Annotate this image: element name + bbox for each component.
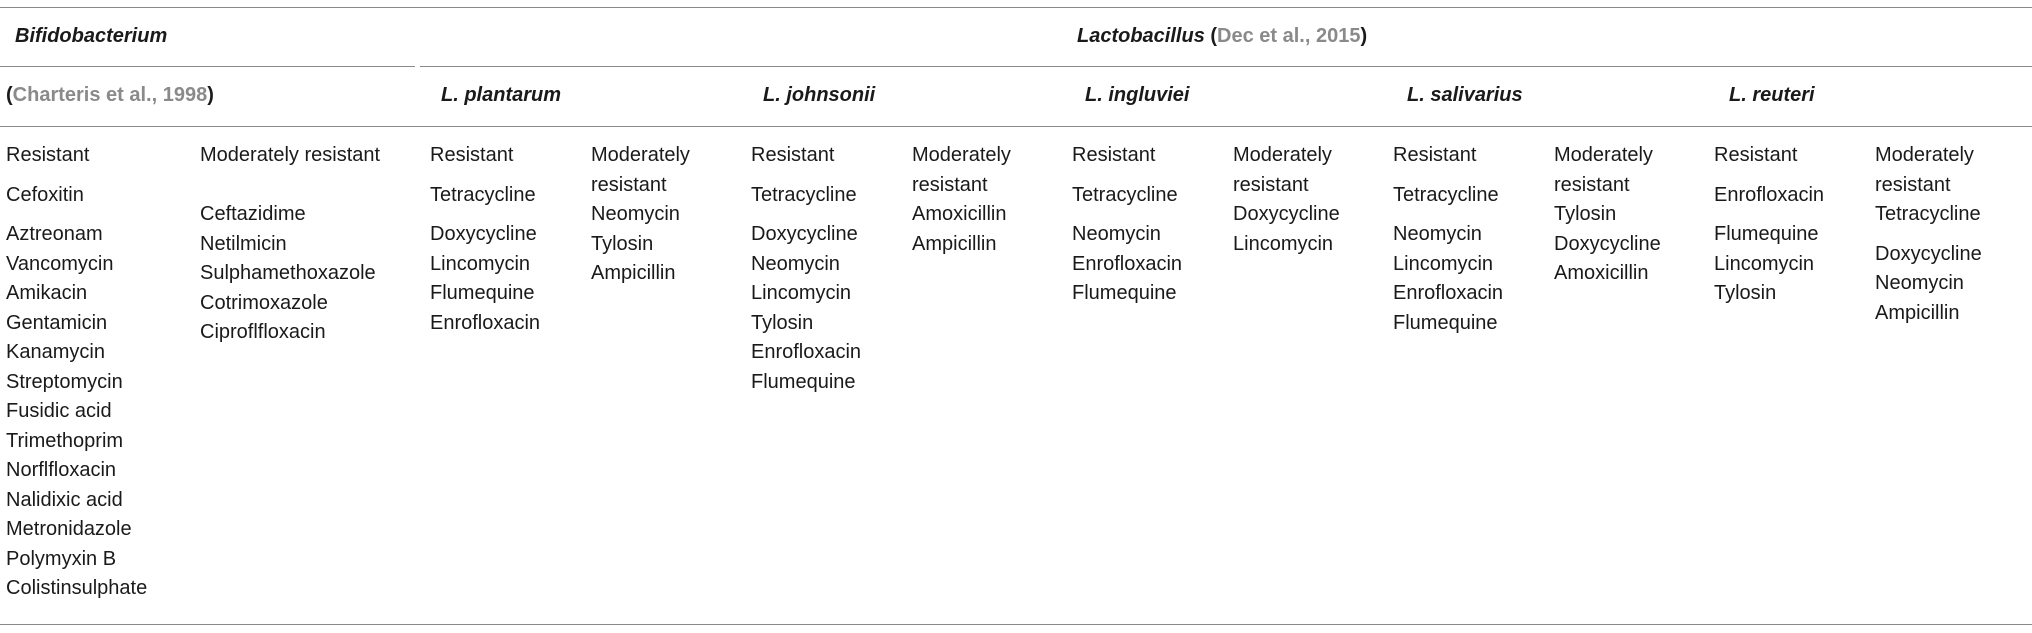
list-item: Nalidixic acid	[6, 488, 123, 511]
table-top-rule	[0, 7, 2032, 8]
list-item: Neomycin	[1393, 223, 1482, 245]
list-item: Enrofloxacin	[1072, 252, 1183, 275]
list-item: Amoxicillin	[912, 203, 1007, 225]
col-salivarius-moderate	[1554, 141, 1661, 289]
list-item: Tylosin	[591, 232, 654, 255]
list-item: Ampicillin	[912, 232, 997, 255]
bifido-citation: (Charteris et al., 1998)	[6, 84, 214, 106]
list-item: Cefoxitin	[6, 183, 84, 206]
list-item: Enrofloxacin	[751, 341, 862, 363]
species-johnsonii: L. johnsonii	[763, 84, 876, 106]
col-reuteri-resistant	[1714, 141, 1824, 309]
list-item: Doxycycline	[1233, 203, 1340, 225]
col-label: resistant	[912, 173, 988, 196]
col-label: Moderately	[1875, 144, 1974, 166]
list-item: Aztreonam	[6, 223, 103, 245]
col-label: resistant	[1233, 173, 1309, 196]
list-item: Sulphamethoxazole	[200, 262, 376, 284]
species-ingluviei: L. ingluviei	[1085, 84, 1190, 106]
lacto-citation-link[interactable]: Dec et al., 2015	[1217, 25, 1361, 47]
list-item: Vancomycin	[6, 252, 114, 275]
col-salivarius-resistant	[1393, 141, 1503, 338]
list-item: Tylosin	[1554, 203, 1617, 225]
col-label: Moderately	[1233, 144, 1332, 166]
col-label: resistant	[591, 173, 667, 196]
list-item: Neomycin	[591, 203, 680, 225]
col-label: Resistant	[6, 144, 90, 166]
list-item: Amoxicillin	[1554, 262, 1649, 284]
list-item: Tetracycline	[751, 183, 857, 206]
col-bifido-moderate	[200, 141, 380, 348]
bifido-citation-link[interactable]: Charteris et al., 1998	[12, 84, 208, 106]
list-item: Doxycycline	[1875, 242, 1982, 265]
list-item: Doxycycline	[1554, 232, 1661, 255]
list-item: Neomycin	[1072, 223, 1161, 245]
list-item: Kanamycin	[6, 341, 105, 363]
list-item: Netilmicin	[200, 232, 287, 255]
col-label: Resistant	[1072, 144, 1156, 166]
col-label: Moderately	[591, 144, 690, 166]
col-plantarum-resistant	[430, 141, 540, 338]
list-item: Lincomycin	[1393, 252, 1494, 275]
list-item: Neomycin	[751, 252, 840, 275]
list-item: Lincomycin	[1233, 232, 1334, 255]
list-item: Neomycin	[1875, 272, 1964, 294]
list-item: Enrofloxacin	[430, 311, 541, 334]
col-label: Resistant	[1714, 144, 1798, 166]
list-item: Enrofloxacin	[1393, 282, 1504, 304]
list-item: Ampicillin	[1875, 301, 1960, 324]
list-item: Ampicillin	[591, 262, 676, 284]
list-item: Tetracycline	[1875, 203, 1981, 225]
list-item: Doxycycline	[430, 223, 537, 245]
col-reuteri-moderate	[1875, 141, 1982, 328]
col-label: Moderately	[912, 144, 1011, 166]
bifido-header-rule	[0, 66, 415, 67]
list-item: Ceftazidime	[200, 203, 306, 225]
list-item: Enrofloxacin	[1714, 183, 1825, 206]
list-item: Cotrimoxazole	[200, 291, 328, 314]
list-item: Flumequine	[1393, 311, 1498, 334]
list-item: Flumequine	[1714, 223, 1819, 245]
species-reuteri: L. reuteri	[1729, 84, 1815, 106]
list-item: Trimethoprim	[6, 429, 124, 452]
col-label: Resistant	[1393, 144, 1477, 166]
list-item: Streptomycin	[6, 370, 123, 393]
col-ingluviei-moderate	[1233, 141, 1340, 259]
list-item: Flumequine	[430, 282, 535, 304]
list-item: Polymyxin B	[6, 547, 117, 570]
list-item: Amikacin	[6, 282, 88, 304]
list-item: Tetracycline	[1072, 183, 1178, 206]
bifido-title: Bifidobacterium	[15, 25, 168, 47]
col-label: Moderately	[1554, 144, 1653, 166]
col-ingluviei-resistant	[1072, 141, 1182, 309]
species-plantarum: L. plantarum	[441, 84, 562, 106]
list-item: Ciproflfloxacin	[200, 321, 326, 343]
list-item: Metronidazole	[6, 518, 132, 540]
list-item: Colistinsulphate	[6, 577, 148, 599]
list-item: Tetracycline	[430, 183, 536, 206]
list-item: Tylosin	[1714, 282, 1777, 304]
list-item: Lincomycin	[430, 252, 531, 275]
list-item: Flumequine	[1072, 282, 1177, 304]
list-item: Tetracycline	[1393, 183, 1499, 206]
list-item: Lincomycin	[751, 282, 852, 304]
table-bottom-rule	[0, 624, 2032, 625]
col-plantarum-moderate	[591, 141, 690, 289]
list-item: Gentamicin	[6, 311, 108, 334]
list-item: Flumequine	[751, 370, 856, 393]
list-item: Doxycycline	[751, 223, 858, 245]
species-header-rule	[0, 126, 2032, 127]
col-label: Resistant	[751, 144, 835, 166]
col-johnsonii-moderate	[912, 141, 1011, 259]
col-label: resistant	[1554, 173, 1630, 196]
list-item: Tylosin	[751, 311, 814, 334]
lacto-header-rule	[420, 66, 2032, 67]
list-item: Norflfloxacin	[6, 459, 117, 481]
list-item: Lincomycin	[1714, 252, 1815, 275]
col-label: Moderately resistant	[200, 144, 381, 166]
col-label: resistant	[1875, 173, 1951, 196]
col-label: Resistant	[430, 144, 514, 166]
lacto-genus: Lactobacillus	[1077, 25, 1205, 47]
species-salivarius: L. salivarius	[1407, 84, 1523, 106]
lacto-title: Lactobacillus (Dec et al., 2015)	[1077, 25, 1368, 47]
col-bifido-resistant	[6, 141, 147, 604]
col-johnsonii-resistant	[751, 141, 861, 397]
list-item: Fusidic acid	[6, 400, 112, 422]
